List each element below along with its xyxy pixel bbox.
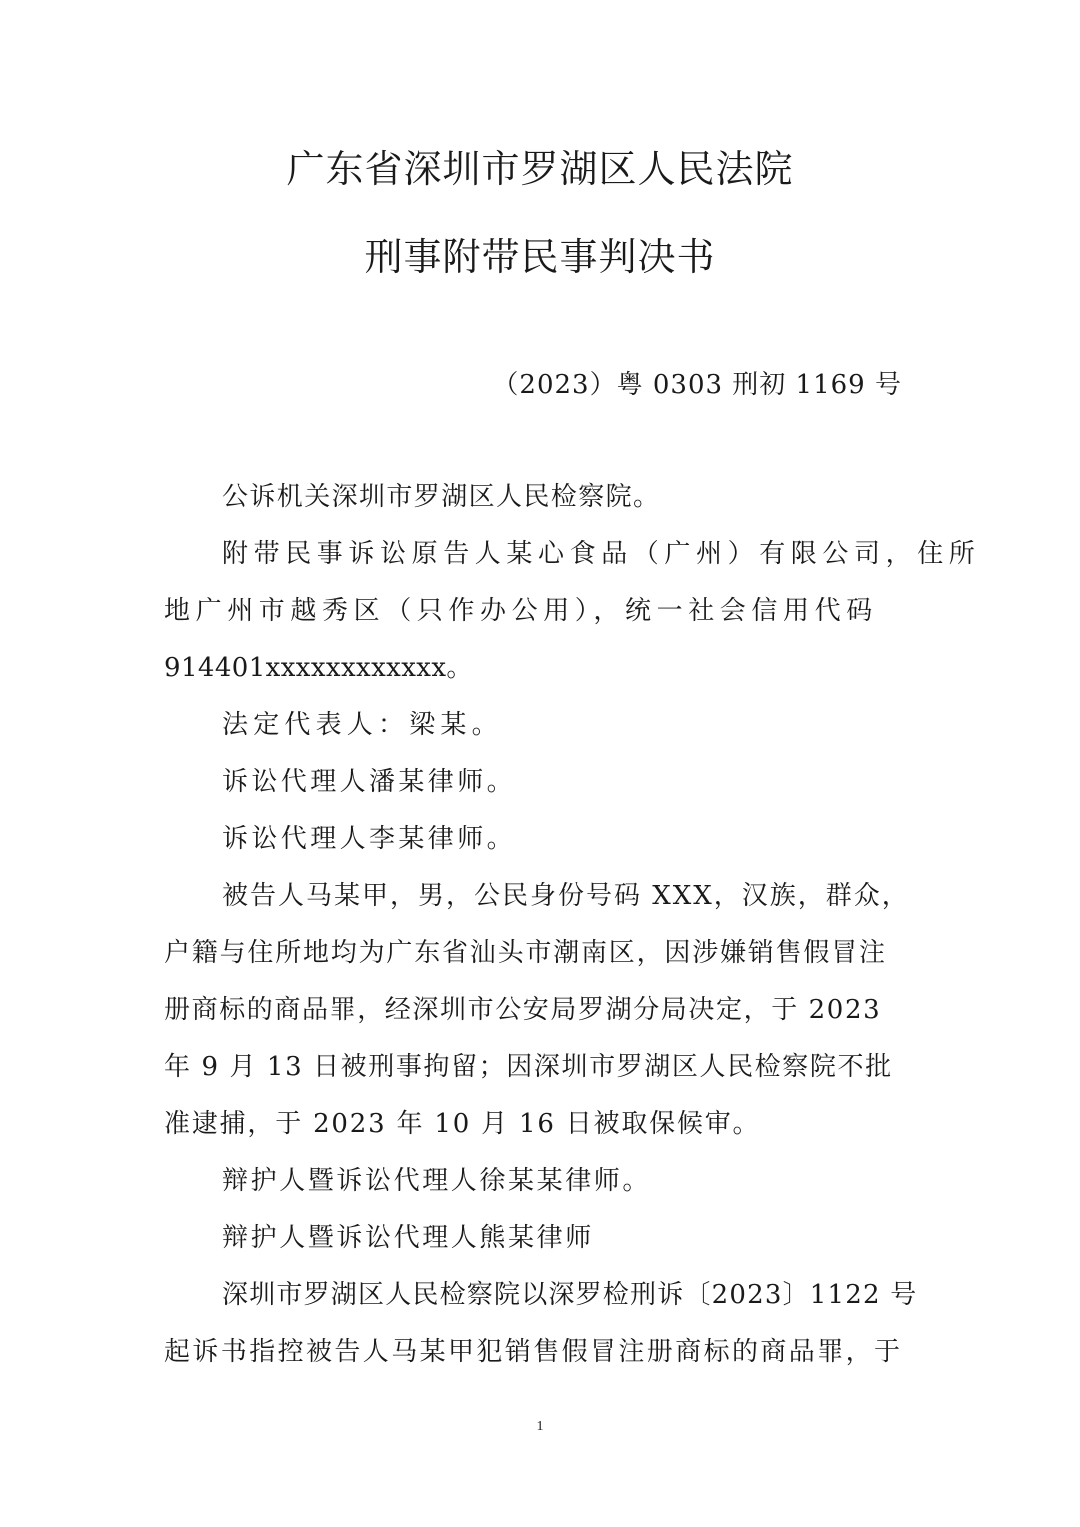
body-line-4: 914401xxxxxxxxxxxx。 bbox=[164, 653, 473, 683]
court-name-title: 广东省深圳市罗湖区人民法院 bbox=[286, 147, 794, 191]
body-line-12: 准逮捕，于 2023 年 10 月 16 日被取保候审。 bbox=[164, 1109, 761, 1139]
body-line-1: 公诉机关深圳市罗湖区人民检察院。 bbox=[222, 482, 661, 512]
body-line-9: 户籍与住所地均为广东省汕头市潮南区，因涉嫌销售假冒注 bbox=[164, 938, 887, 968]
body-line-5: 法定代表人：梁某。 bbox=[222, 710, 503, 740]
body-line-3: 地广州市越秀区（只作办公用），统一社会信用代码 bbox=[164, 596, 878, 626]
body-line-10: 册商标的商品罪，经深圳市公安局罗湖分局决定，于 2023 bbox=[164, 995, 882, 1025]
body-line-16: 起诉书指控被告人马某甲犯销售假冒注册商标的商品罪，于 bbox=[164, 1337, 903, 1367]
body-line-14: 辩护人暨诉讼代理人熊某律师 bbox=[222, 1223, 594, 1253]
document-type-title: 刑事附带民事判决书 bbox=[364, 235, 716, 279]
body-line-7: 诉讼代理人李某律师。 bbox=[222, 824, 517, 854]
body-line-2: 附带民事诉讼原告人某心食品（广州）有限公司，住所 bbox=[222, 539, 981, 569]
case-number: （2023）粤 0303 刑初 1169 号 bbox=[492, 370, 902, 400]
body-line-6: 诉讼代理人潘某律师。 bbox=[222, 767, 517, 797]
body-line-8: 被告人马某甲，男，公民身份号码 XXX，汉族，群众， bbox=[222, 881, 910, 911]
body-line-11: 年 9 月 13 日被刑事拘留；因深圳市罗湖区人民检察院不批 bbox=[164, 1052, 893, 1082]
body-line-13: 辩护人暨诉讼代理人徐某某律师。 bbox=[222, 1166, 652, 1196]
page-number: 1 bbox=[536, 1419, 544, 1434]
body-line-15: 深圳市罗湖区人民检察院以深罗检刑诉〔2023〕1122 号 bbox=[222, 1280, 918, 1310]
